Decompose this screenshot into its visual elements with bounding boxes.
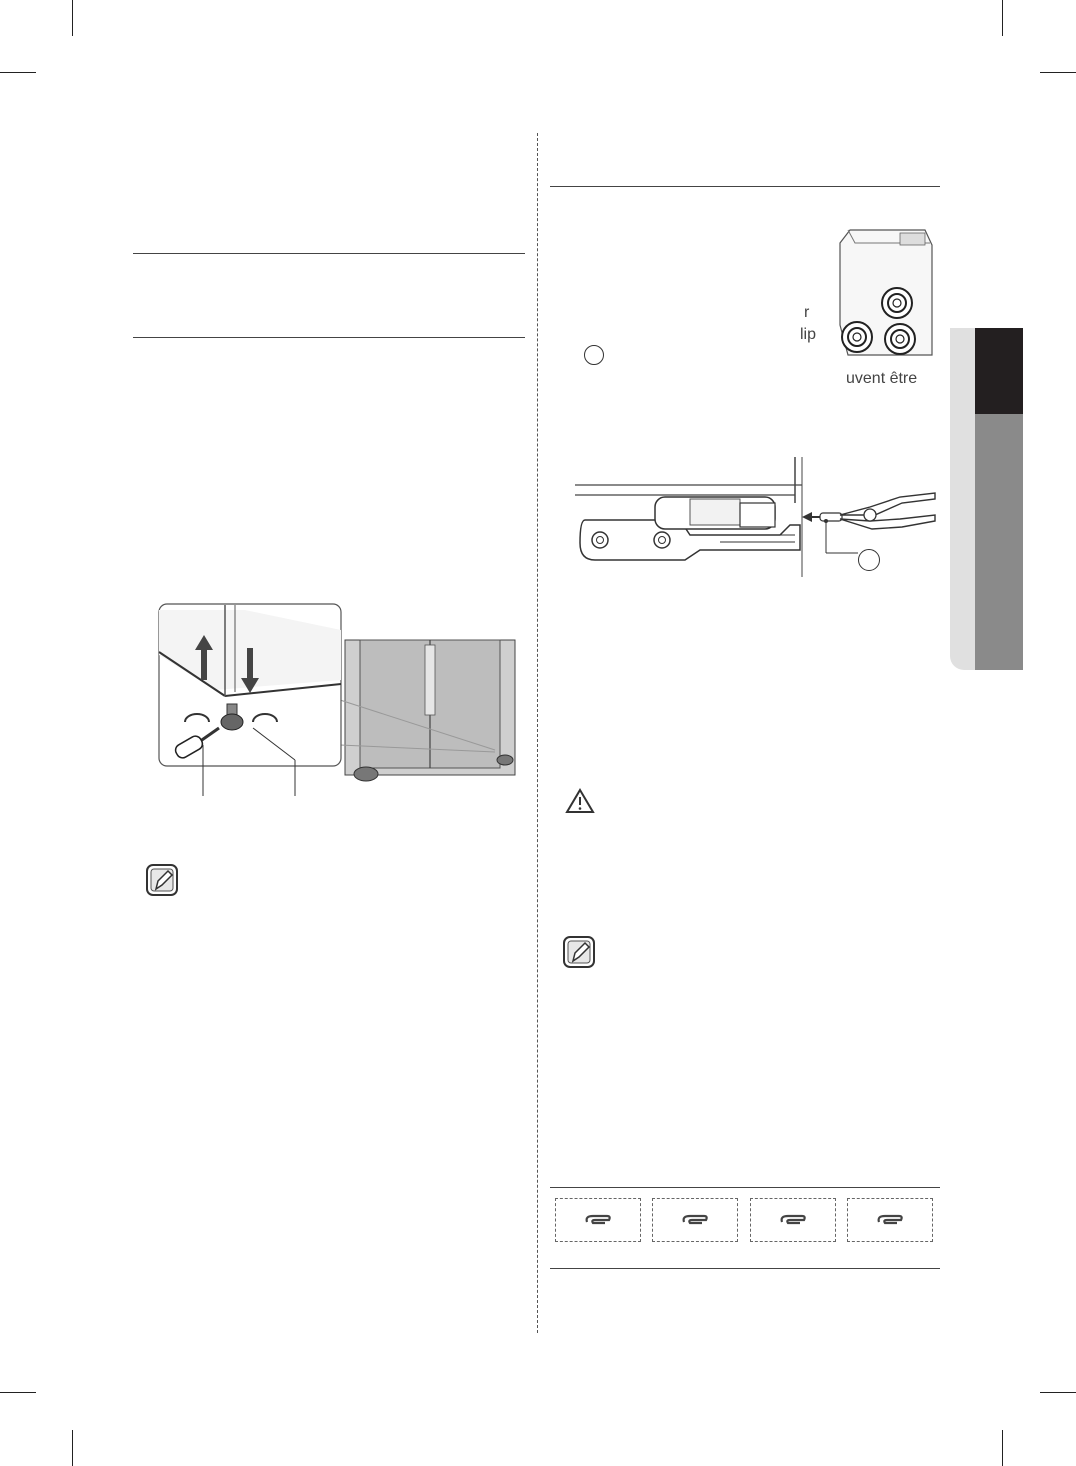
hinge-cap-illustration — [830, 215, 940, 370]
crop-mark — [1040, 1392, 1076, 1393]
callout-circle — [584, 345, 604, 365]
clip-box — [847, 1198, 933, 1242]
column-divider — [537, 133, 538, 1333]
note-pencil-icon — [145, 863, 179, 897]
clip-box — [652, 1198, 738, 1242]
chapter-tab-background — [950, 328, 976, 670]
section-rule — [133, 337, 525, 338]
figure-text-r: r — [804, 304, 810, 321]
section-rule — [550, 186, 940, 187]
figure-text-uvent: uvent être — [846, 370, 918, 387]
crop-mark — [1002, 0, 1003, 36]
clip-box — [555, 1198, 641, 1242]
figure-text-lip: lip — [800, 326, 817, 343]
callout-circle — [858, 549, 880, 571]
clip-icon — [680, 1213, 710, 1227]
crop-mark — [1040, 72, 1076, 73]
crop-mark — [0, 72, 36, 73]
leveling-foot-illustration — [155, 600, 525, 800]
clip-icon — [778, 1213, 808, 1227]
crop-mark — [1002, 1430, 1003, 1466]
chapter-tab-active — [975, 328, 1023, 414]
section-rule — [133, 253, 525, 254]
crop-mark — [72, 1430, 73, 1466]
note-pencil-icon — [562, 935, 596, 969]
clip-icon — [583, 1213, 613, 1227]
chapter-tab — [975, 414, 1023, 670]
crop-mark — [72, 0, 73, 36]
warning-triangle-icon — [565, 788, 595, 814]
section-rule — [550, 1187, 940, 1188]
crop-mark — [0, 1392, 36, 1393]
clip-icon — [875, 1213, 905, 1227]
hinge-pliers-illustration — [570, 455, 940, 580]
clip-box — [750, 1198, 836, 1242]
section-rule — [550, 1268, 940, 1269]
